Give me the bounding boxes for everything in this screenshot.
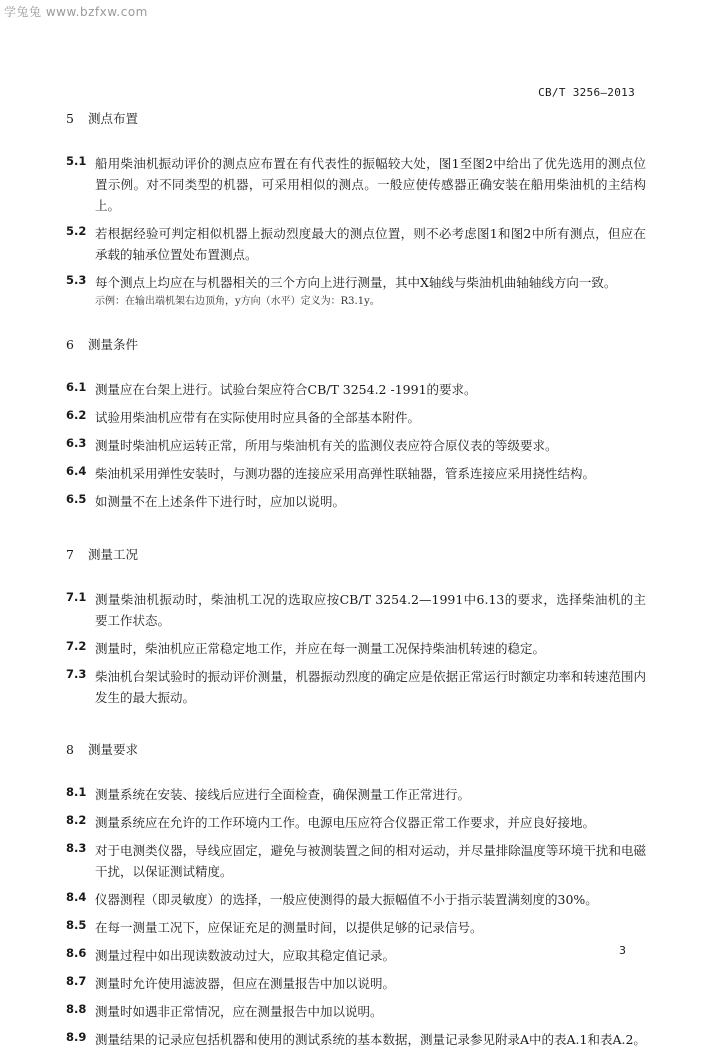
clause-text: 试验用柴油机应带有在实际使用时应具备的全部基本附件。	[95, 409, 421, 425]
section-title: 测点布置	[87, 111, 138, 126]
clause-number: 8.7	[66, 973, 87, 988]
clause	[66, 463, 646, 484]
clause-number: 8.6	[66, 945, 87, 960]
clause	[66, 973, 646, 994]
clause	[66, 272, 646, 293]
clause-text: 测量系统在安装、接线后应进行全面检查，确保测量工作正常进行。	[95, 786, 471, 802]
section-number: 6	[66, 336, 74, 352]
clause	[66, 812, 646, 833]
clause-text: 在每一测量工况下，应保证充足的测量时间，以提供足够的记录信号。	[95, 919, 483, 935]
page-number: 3	[619, 944, 626, 957]
clause-number: 6.5	[66, 491, 87, 506]
clause	[66, 1001, 646, 1022]
section-title: 测量条件	[87, 336, 138, 352]
clause-text: 测量系统应在允许的工作环境内工作。电源电压应符合仪器正常工作要求，并应良好接地。	[95, 814, 596, 830]
section-6	[66, 337, 646, 512]
clause-text: 每个测点上均应在与机器相关的三个方向上进行测量，其中X轴线与柴油机曲轴轴线方向一致。	[95, 274, 617, 290]
clause-text: 仪器测程（即灵敏度）的选择，一般应使测得的最大振幅值不小于指示装置满刻度的30%。	[95, 891, 598, 907]
clause	[66, 379, 646, 400]
clause-number: 7.3	[66, 666, 87, 681]
clause-number: 6.4	[66, 463, 87, 478]
clause	[66, 223, 646, 265]
clause	[66, 589, 646, 631]
section-title: 测量要求	[87, 741, 138, 757]
example-note: 示例：在输出端机架右边顶角，y方向（水平）定义为：R3.1y。	[95, 295, 380, 307]
section-heading	[66, 742, 646, 759]
clause-text: 对于电测类仪器，导线应固定，避免与被测装置之间的相对运动，并尽量排除温度等环境干扰和电磁干扰，以保证测试精度。	[95, 842, 646, 879]
clause	[66, 945, 646, 966]
clause	[66, 784, 646, 805]
section-number: 8	[66, 741, 74, 757]
clause-text: 测量柴油机振动时，柴油机工况的选取应按CB/T 3254.2—1991中6.13的要求，选择柴油机的主要工作状态。	[95, 591, 646, 628]
section-title: 测量工况	[87, 546, 138, 562]
clause	[66, 917, 646, 938]
clause-text: 柴油机台架试验时的振动评价测量，机器振动烈度的确定应是依据正常运行时额定功率和转速范围内发生的最大振动。	[95, 668, 646, 705]
clause	[66, 153, 646, 216]
clause-number: 8.8	[66, 1001, 87, 1016]
clause-number: 7.1	[66, 589, 87, 604]
clause	[66, 840, 646, 882]
clause-number: 6.3	[66, 435, 87, 450]
clause-number: 6.2	[66, 407, 87, 422]
section-8	[66, 742, 646, 1050]
clause	[66, 889, 646, 910]
clause-text: 测量过程中如出现读数波动过大，应取其稳定值记录。	[95, 947, 396, 963]
section-heading	[66, 337, 646, 354]
clause-number: 8.5	[66, 917, 87, 932]
section-heading	[66, 547, 646, 564]
clause	[66, 435, 646, 456]
clause	[66, 666, 646, 708]
clause-text: 测量时如遇非正常情况，应在测量报告中加以说明。	[95, 1003, 383, 1019]
clause-text: 测量结果的记录应包括机器和使用的测试系统的基本数据，测量记录参见附录A中的表A.1和表A.2。	[95, 1031, 646, 1047]
section-number: 5	[66, 111, 74, 126]
clause-number: 8.4	[66, 889, 87, 904]
clause	[66, 491, 646, 512]
clause	[66, 407, 646, 428]
clause-text: 测量时柴油机应运转正常，所用与柴油机有关的监测仪表应符合原仪表的等级要求。	[95, 437, 558, 453]
clause-number: 5.1	[66, 153, 87, 168]
clause-number: 8.3	[66, 840, 87, 855]
clause-number: 5.2	[66, 223, 87, 238]
section-heading	[66, 111, 646, 128]
clause-number: 7.2	[66, 638, 87, 653]
clause-text: 测量时，柴油机应正常稳定地工作，并应在每一测量工况保持柴油机转速的稳定。	[95, 640, 546, 656]
clause-text: 柴油机采用弹性安装时，与测功器的连接应采用高弹性联轴器，管系连接应采用挠性结构。	[95, 465, 596, 481]
clause-number: 8.1	[66, 784, 87, 799]
clause-text: 如测量不在上述条件下进行时，应加以说明。	[95, 493, 346, 509]
section-7	[66, 547, 646, 708]
clause-text: 若根据经验可判定相似机器上振动烈度最大的测点位置，则不必考虑图1和图2中所有测点，但应在承载的轴承位置处布置测点。	[95, 225, 646, 262]
clause-number: 8.9	[66, 1029, 87, 1044]
document-body	[66, 111, 646, 1057]
clause	[66, 638, 646, 659]
clause-text: 测量时允许使用滤波器，但应在测量报告中加以说明。	[95, 975, 396, 991]
site-watermark: 学兔兔 www.bzfxw.com	[4, 5, 148, 19]
standard-code: CB/T 3256—2013	[538, 86, 635, 99]
clause-number: 8.2	[66, 812, 87, 827]
clause-text: 船用柴油机振动评价的测点应布置在有代表性的振幅较大处，图1至图2中给出了优先选用的测点位置示例。对不同类型的机器，可采用相似的测点。一般应使传感器正确安装在船用柴油机的主结构上。	[95, 155, 646, 213]
clause	[66, 1029, 646, 1050]
section-5	[66, 111, 646, 310]
clause-number: 6.1	[66, 379, 87, 394]
section-number: 7	[66, 546, 74, 562]
clause-text: 测量应在台架上进行。试验台架应符合CB/T 3254.2 -1991的要求。	[95, 381, 477, 397]
clause-number: 5.3	[66, 272, 87, 287]
